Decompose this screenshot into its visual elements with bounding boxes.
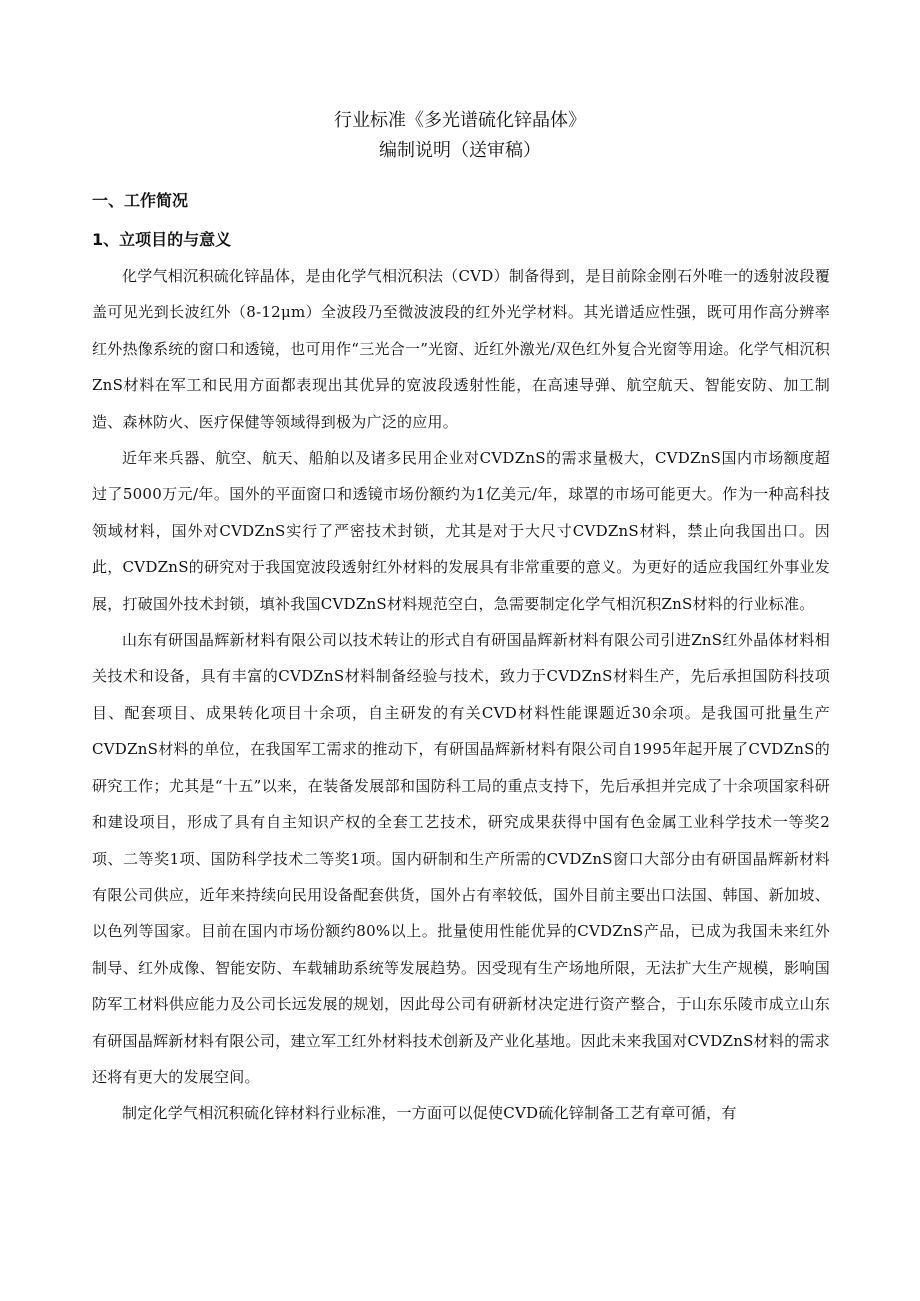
- paragraph: 制定化学气相沉积硫化锌材料行业标准，一方面可以促使CVD硫化锌制备工艺有章可循，有: [122, 1104, 737, 1123]
- document-body: [92, 258, 830, 1132]
- paragraph: 近年来兵器、航空、航天、船舶以及诸多民用企业对CVDZnS的需求量极大，CVDZnS国内市场额度超过了5000万元/年。国外的平面窗口和透镜市场份额约为1亿美元/年，球罩的市场可能更大。作为一种高科技领域材料，国外对CVDZnS实行了严密技术封锁，尤其是对于大尺寸CVDZnS材料，禁止向我国出口。因此，CVDZnS的研究对于我国宽波段透射红外材料的发展具有非常重要的意义。为更好的适应我国红外事业发展，打破国外技术封锁，填补我国CVDZnS材料规范空白，急需要制定化学气相沉积ZnS材料的行业标准。: [92, 449, 830, 613]
- document-title: 行业标准《多光谱硫化锌晶体》: [334, 110, 586, 131]
- subsection-heading: 1、立项目的与意义: [92, 230, 232, 249]
- paragraph: 山东有研国晶辉新材料有限公司以技术转让的形式自有研国晶辉新材料有限公司引进ZnS红外晶体材料相关技术和设备，具有丰富的CVDZnS材料制备经验与技术，致力于CVDZnS材料生产，先后承担国防科技项目、配套项目、成果转化项目十余项，自主研发的有关CVD材料性能课题近30余项。是我国可批量生产CVDZnS材料的单位，在我国军工需求的推动下，有研国晶辉新材料有限公司自1995年起开展了CVDZnS的研究工作；尤其是“十五”以来，在装备发展部和国防科工局的重点支持下，先后承担并完成了十余项国家科研和建设项目，形成了具有自主知识产权的全套工艺技术，研究成果获得中国有色金属工业科学技术一等奖2项、二等奖1项、国防科学技术二等奖1项。国内研制和生产所需的CVDZnS窗口大部分由有研国晶辉新材料有限公司供应，近年来持续向民用设备配套供货，国外占有率较低，国外目前主要出口法国、韩国、新加坡、以色列等国家。目前在国内市场份额约80%以上。批量使用性能优异的CVDZnS产品，已成为我国未来红外制导、红外成像、智能安防、车载辅助系统等发展趋势。因受现有生产场地所限，无法扩大生产规模，影响国防军工材料供应能力及公司长远发展的规划，因此母公司有研新材决定进行资产整合，于山东乐陵市成立山东有研国晶辉新材料有限公司，建立军工红外材料技术创新及产业化基地。因此未来我国对CVDZnS材料的需求还将有更大的发展空间。: [92, 631, 830, 1086]
- paragraph: 化学气相沉积硫化锌晶体，是由化学气相沉积法（CVD）制备得到，是目前除金刚石外唯一的透射波段覆盖可见光到长波红外（8-12μm）全波段乃至微波波段的红外光学材料。其光谱适应性强，既可用作高分辨率红外热像系统的窗口和透镜，也可用作“三光合一”光窗、近红外激光/双色红外复合光窗等用途。化学气相沉积ZnS材料在军工和民用方面都表现出其优异的宽波段透射性能，在高速导弹、航空航天、智能安防、加工制造、森林防火、医疗保健等领域得到极为广泛的应用。: [92, 267, 830, 431]
- section-heading: 一、工作简况: [92, 191, 189, 210]
- document-subtitle: 编制说明（送审稿）: [379, 140, 541, 161]
